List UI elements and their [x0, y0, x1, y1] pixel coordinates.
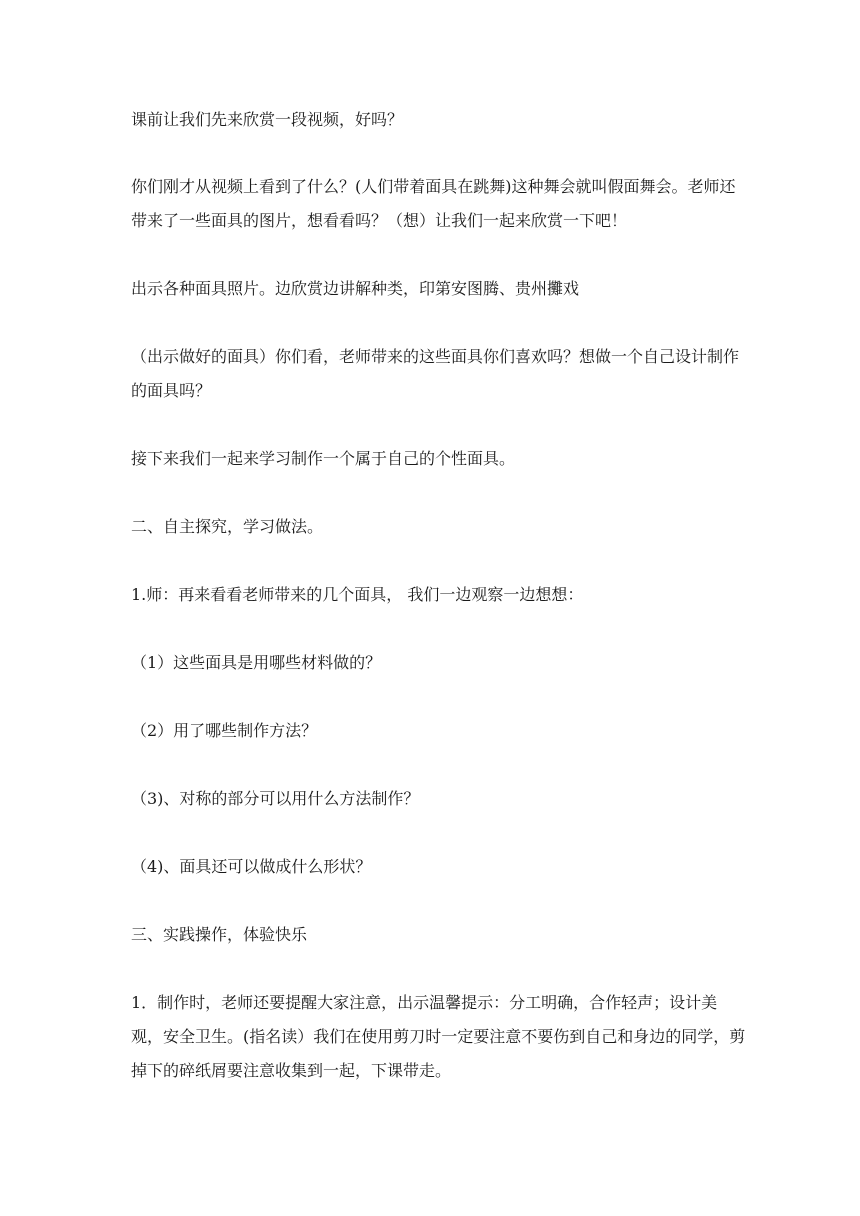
paragraph-show-photos: 出示各种面具照片。边欣赏边讲解种类，印第安图腾、贵州攤戏 [131, 279, 580, 298]
question-methods: （2）用了哪些制作方法？ [131, 721, 318, 740]
paragraph-show-made-masks: （出示做好的面具）你们看，老师带来的这些面具你们喜欢吗？想做一个自己设计制作的面具吗？ [131, 347, 740, 400]
question-shapes: （4)、面具还可以做成什么形状？ [131, 857, 372, 876]
paragraph-masquerade: 你们刚才从视频上看到了什么？(人们带着面具在跳舞)这种舞会就叫假面舞会。老师还带来了一些面具的图片，想看看吗？（想）让我们一起来欣赏一下吧！ [131, 177, 736, 230]
section-heading-practice: 三、实践操作，体验快乐 [131, 925, 308, 944]
question-symmetry: （3)、对称的部分可以用什么方法制作？ [131, 789, 420, 808]
paragraph-observe-masks: 1.师：再来看看老师带来的几个面具， 我们一边观察一边想想： [131, 585, 584, 604]
paragraph-intro-video: 课前让我们先来欣赏一段视频，好吗？ [131, 110, 404, 129]
paragraph-learn-to-make: 接下来我们一起来学习制作一个属于自己的个性面具。 [131, 449, 516, 468]
question-materials: （1）这些面具是用哪些材料做的？ [131, 653, 382, 672]
section-heading-explore: 二、自主探究，学习做法。 [131, 517, 324, 536]
paragraph-safety-tips: 1．制作时，老师还要提醒大家注意，出示温馨提示：分工明确，合作轻声；设计美观，安全卫生。(指名读）我们在使用剪刀时一定要注意不要伤到自己和身边的同学，剪掉下的碎纸屑要注意收集到一起，下课带走。 [131, 993, 746, 1080]
